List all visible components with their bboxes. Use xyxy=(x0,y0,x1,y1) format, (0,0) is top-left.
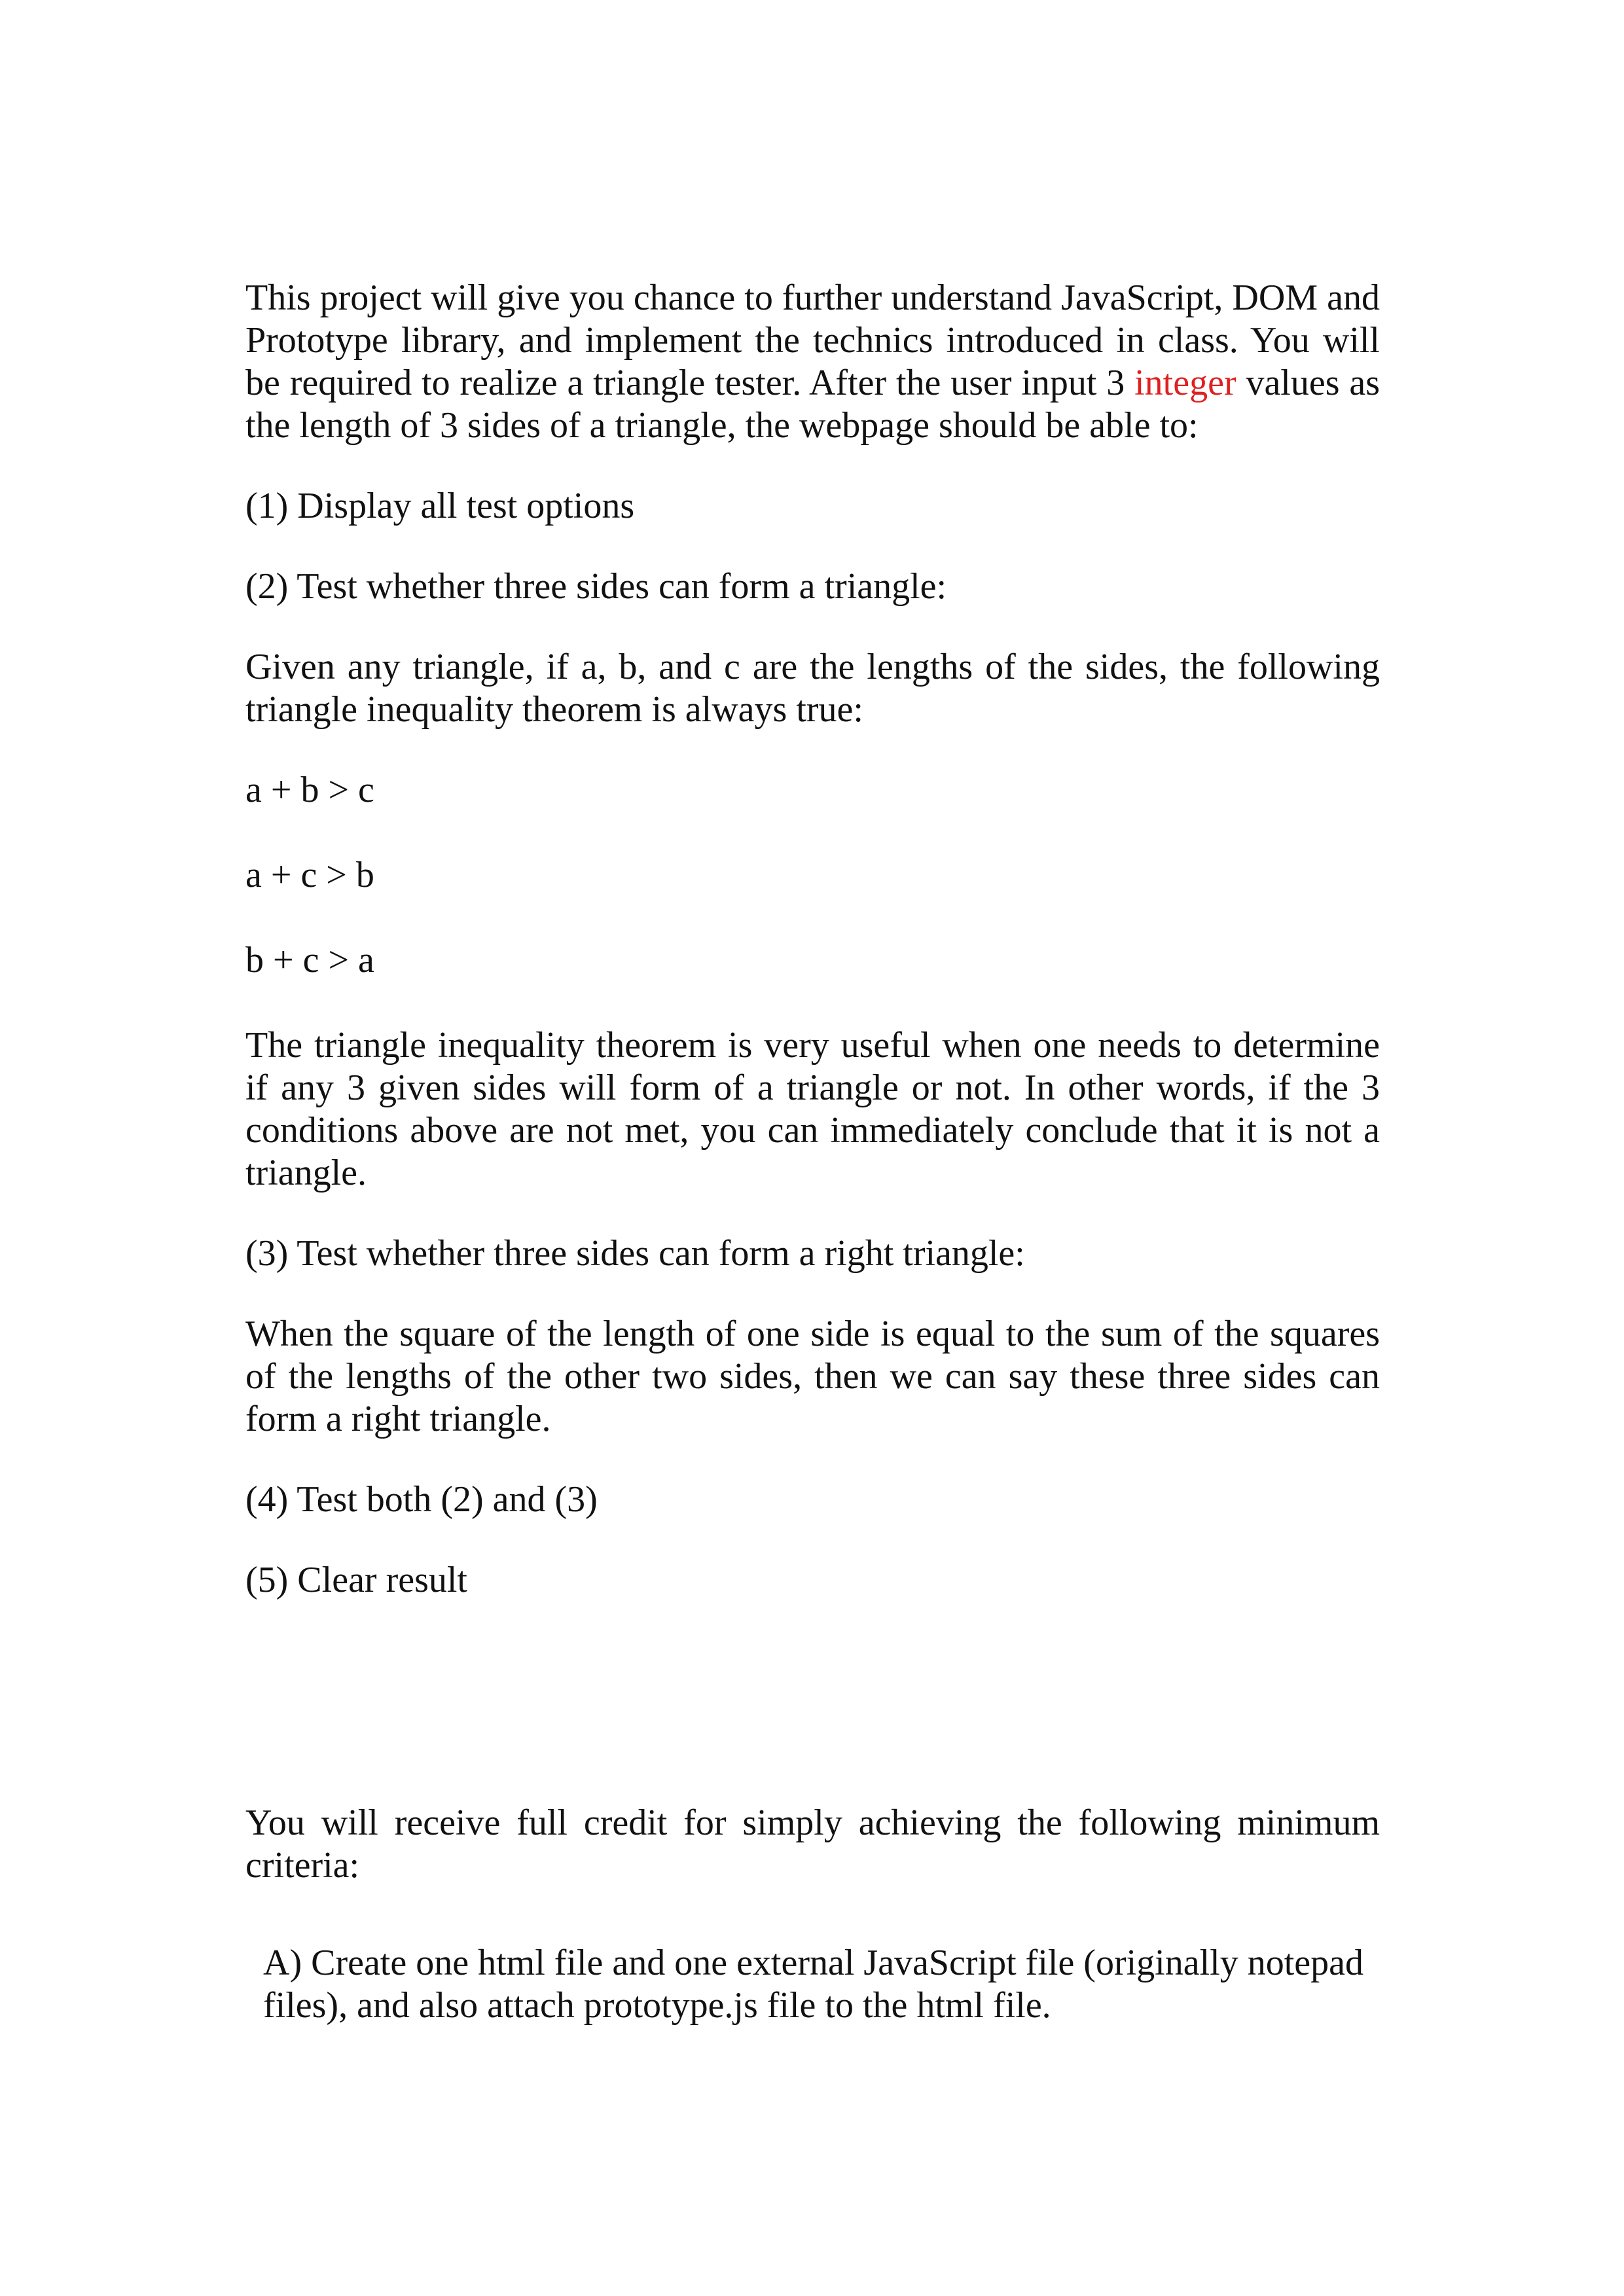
item-4-test-both: (4) Test both (2) and (3) xyxy=(245,1479,598,1520)
intro-text-end: values as the length of 3 sides of a triangle, the webpage should be able to: xyxy=(245,363,1380,446)
document-page xyxy=(245,277,1380,2027)
inequality-1: a + b > c xyxy=(245,770,374,810)
intro-text-start: This project will give you chance to further understand JavaScript, DOM and Prototype library, and implement the technics introduced in class. You will be required to realize a triangle tester. After the user input 3 xyxy=(245,278,1380,403)
inequality-2: a + c > b xyxy=(245,855,374,895)
integer-highlight: integer xyxy=(1134,363,1236,403)
item-3-test-right-triangle: (3) Test whether three sides can form a right triangle: xyxy=(245,1233,1025,1274)
theorem-paragraph: The triangle inequality theorem is very useful when one needs to determine if any 3 given sides will form of a triangle or not. In other words, if the 3 conditions above are not met, you can immediately conclude that it is not a triangle. xyxy=(245,1025,1380,1193)
full-credit-paragraph: You will receive full credit for simply achieving the following minimum criteria: xyxy=(245,1803,1380,1886)
criteria-a: A) Create one html file and one external JavaScript file (originally notepad files), and also attach prototype.js file to the html file. xyxy=(263,1943,1363,2026)
item-2-test-triangle: (2) Test whether three sides can form a triangle: xyxy=(245,566,947,607)
right-triangle-paragraph: When the square of the length of one side is equal to the sum of the squares of the lengths of the other two sides, then we can say these three sides can form a right triangle. xyxy=(245,1314,1380,1439)
item-1-display-options: (1) Display all test options xyxy=(245,486,635,526)
item-5-clear-result: (5) Clear result xyxy=(245,1560,467,1600)
intro-paragraph xyxy=(245,277,1380,447)
given-triangle-paragraph: Given any triangle, if a, b, and c are the lengths of the sides, the following triangle inequality theorem is always true: xyxy=(245,647,1380,730)
inequality-3: b + c > a xyxy=(245,940,374,980)
